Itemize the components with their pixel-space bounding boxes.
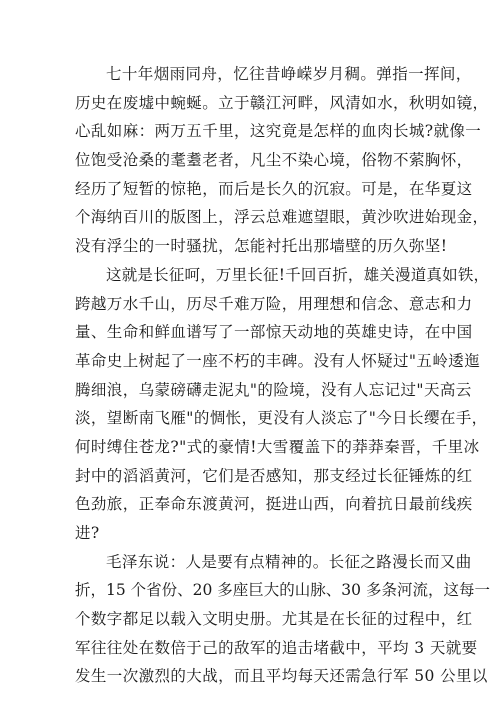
paragraph-2-line-9: 色劲旅，正奉命东渡黄河，挺进山西，向着抗日最前线疾 — [75, 495, 473, 514]
paragraph-2-line-10: 进? — [75, 524, 100, 542]
paragraph-1-line-2: 历史在废墟中蜿蜒。立于赣江河畔，风清如水，秋明如镜， — [75, 93, 489, 112]
paragraph-3-line-2: 折，15 个省份、20 多座巨大的山脉、30 多条河流，这每一 — [75, 581, 490, 600]
document-body — [75, 60, 490, 691]
paragraph-2-line-8: 封中的滔滔黄河，它们是否感知，那支经过长征锤炼的红 — [75, 466, 473, 485]
paragraph-1-line-3: 心乱如麻：两万五千里，这究竟是怎样的血肉长城?就像一 — [75, 122, 482, 141]
paragraph-2-line-7: 何时缚住苍龙?"式的豪情!大雪覆盖下的莽莽秦晋，千里冰 — [75, 437, 480, 456]
paragraph-2-line-4: 革命史上树起了一座不朽的丰碑。没有人怀疑过"五岭逶迤 — [75, 351, 481, 370]
paragraph-1-line-6: 个海纳百川的版图上，浮云总难遮望眼，黄沙吹进始现金， — [75, 208, 489, 227]
paragraph-2-line-2: 跨越万水千山，历尽千难万险，用理想和信念、意志和力 — [75, 294, 473, 313]
paragraph-2-line-1: 这就是长征呵，万里长征!千回百折，雄关漫道真如铁， — [106, 265, 490, 284]
paragraph-1-line-7: 没有浮尘的一时骚扰，怎能衬托出那墙壁的历久弥坚! — [75, 237, 448, 256]
paragraph-1-line-5: 经历了短暂的惊艳，而后是长久的沉寂。可是，在华夏这 — [75, 179, 473, 198]
paragraph-2-line-6: 淡，望断南飞雁"的惆怅，更没有人淡忘了"今日长缨在手， — [75, 409, 488, 428]
paragraph-2-line-3: 量、生命和鲜血谱写了一部惊天动地的英雄史诗，在中国 — [75, 323, 473, 342]
paragraph-2-line-5: 腾细浪，乌蒙磅礴走泥丸"的险境，没有人忘记过"天高云 — [75, 380, 472, 399]
paragraph-3-line-5: 发生一次激烈的大战，而且平均每天还需急行军 50 公里以 — [75, 667, 488, 686]
paragraph-3-line-4: 军往往处在数倍于己的敌军的追击堵截中，平均 3 天就要 — [75, 638, 478, 657]
paragraph-3-line-1: 毛泽东说：人是要有点精神的。长征之路漫长而又曲 — [106, 552, 472, 571]
paragraph-1-line-4: 位饱受沧桑的耄耋老者，凡尘不染心境，俗物不萦胸怀， — [75, 151, 473, 170]
paragraph-3-line-3: 个数字都足以载入文明史册。尤其是在长征的过程中，红 — [75, 610, 473, 629]
paragraph-1-line-1: 七十年烟雨同舟，忆往昔峥嵘岁月稠。弹指一挥间， — [106, 65, 472, 83]
